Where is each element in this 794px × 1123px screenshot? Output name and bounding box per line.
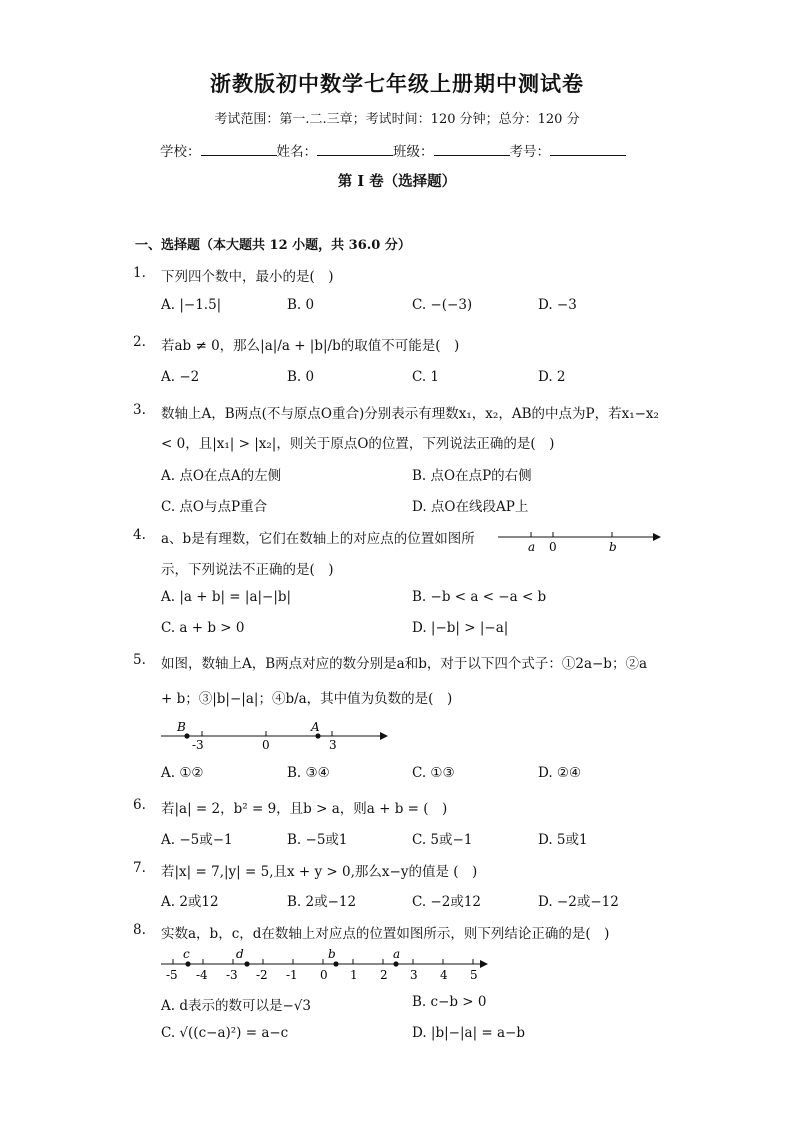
question-number: 5. xyxy=(133,652,146,668)
option-c[interactable]: C. √((c−a)²) = a−c xyxy=(161,1025,289,1041)
option-b[interactable]: B. 点O在点P的右侧 xyxy=(412,468,532,484)
number-line-q5 xyxy=(158,718,390,752)
question-number: 8. xyxy=(133,922,146,938)
option-a[interactable]: A. |a + b| = |a|−|b| xyxy=(161,589,292,605)
axis-label-A: A xyxy=(311,720,320,734)
question-text: 下列四个数中，最小的是( ) xyxy=(161,269,334,285)
option-d[interactable]: D. −3 xyxy=(538,297,577,313)
question-text: 如图，数轴上A，B两点对应的数分别是a和b，对于以下四个式子：①2a−b；②a xyxy=(161,656,647,672)
option-c[interactable]: C. 点O与点P重合 xyxy=(161,499,268,515)
point-b xyxy=(184,733,189,738)
number-line-q4 xyxy=(495,525,665,557)
point-c xyxy=(185,961,190,966)
option-d[interactable]: D. |b|−|a| = a−b xyxy=(412,1025,526,1041)
axis-tick-label: 2 xyxy=(380,968,388,982)
option-d[interactable]: D. |−b| > |−a| xyxy=(412,620,509,636)
axis-label-b: b xyxy=(609,540,617,554)
axis-label-3: 3 xyxy=(329,738,337,752)
option-a[interactable]: A. −2 xyxy=(161,369,200,385)
question-number: 1. xyxy=(133,265,146,281)
axis-label-zero: 0 xyxy=(262,738,270,752)
option-d[interactable]: D. 点O在线段AP上 xyxy=(412,499,529,515)
axis-label-c: c xyxy=(183,947,190,961)
option-a[interactable]: A. 2或12 xyxy=(161,894,219,910)
option-a[interactable]: A. |−1.5| xyxy=(161,297,222,313)
axis-tick-label: 3 xyxy=(410,968,418,982)
axis-tick-label: -2 xyxy=(256,968,268,982)
option-c[interactable]: C. 5或−1 xyxy=(412,832,473,848)
question-number: 4. xyxy=(133,527,146,543)
point-a xyxy=(315,733,320,738)
axis-tick-label: 5 xyxy=(470,968,478,982)
school-blank[interactable] xyxy=(201,143,277,156)
option-c[interactable]: C. −(−3) xyxy=(412,297,473,313)
axis-tick-label: 1 xyxy=(350,968,358,982)
question-number: 2. xyxy=(133,334,146,350)
name-blank[interactable] xyxy=(317,143,393,156)
option-a[interactable]: A. 点O在点A的左侧 xyxy=(161,468,282,484)
question-text-cont: + b；③|b|−|a|；④b/a，其中值为负数的是( ) xyxy=(161,691,453,707)
question-number: 6. xyxy=(133,797,146,813)
option-c[interactable]: C. −2或12 xyxy=(412,894,482,910)
axis-label-d: d xyxy=(236,947,244,961)
axis-tick-label: -1 xyxy=(286,968,298,982)
class-blank[interactable] xyxy=(434,143,510,156)
option-d[interactable]: D. 2 xyxy=(538,369,566,385)
axis-tick-label: -3 xyxy=(226,968,238,982)
number-line-q8 xyxy=(158,944,494,984)
section-heading: 一、选择题（本大题共 12 小题，共 36.0 分） xyxy=(135,238,411,253)
option-b[interactable]: B. c−b > 0 xyxy=(412,994,487,1010)
axis-label-neg3: -3 xyxy=(192,738,204,752)
question-number: 7. xyxy=(133,860,146,876)
number-label: 考号： xyxy=(509,144,550,160)
school-label: 学校： xyxy=(160,144,201,160)
option-b[interactable]: B. ③④ xyxy=(287,765,330,781)
axis-tick-label: -4 xyxy=(196,968,208,982)
point-b xyxy=(333,961,338,966)
question-text-cont: < 0，且|x₁| > |x₂|，则关于原点O的位置，下列说法正确的是( ) xyxy=(161,436,555,452)
point-a xyxy=(393,961,398,966)
axis-tick-label: -5 xyxy=(166,968,178,982)
question-text: a、b是有理数，它们在数轴上的对应点的位置如图所 xyxy=(161,531,475,547)
option-b[interactable]: B. −5或1 xyxy=(287,832,348,848)
option-a[interactable]: A. ①② xyxy=(161,765,204,781)
option-b[interactable]: B. 2或−12 xyxy=(287,894,357,910)
class-label: 班级： xyxy=(393,144,434,160)
number-blank[interactable] xyxy=(550,143,626,156)
axis-label-a: a xyxy=(393,947,401,961)
option-b[interactable]: B. 0 xyxy=(287,369,315,385)
question-text: 若|x| = 7,|y| = 5,且x + y > 0,那么x−y的值是 ( ) xyxy=(161,864,478,880)
option-a[interactable]: A. d表示的数可以是−√3 xyxy=(161,998,311,1014)
exam-meta: 考试范围：第一.二.三章；考试时间：120 分钟；总分：120 分 xyxy=(214,112,580,127)
axis-label-a: a xyxy=(528,540,536,554)
axis-tick-label: 0 xyxy=(320,968,328,982)
option-d[interactable]: D. ②④ xyxy=(538,765,582,781)
option-d[interactable]: D. −2或−12 xyxy=(538,894,619,910)
option-b[interactable]: B. −b < a < −a < b xyxy=(412,589,547,605)
question-text: 数轴上A，B两点(不与原点O重合)分别表示有理数x₁，x₂，AB的中点为P，若x₁−x₂ xyxy=(161,406,659,422)
question-text: 若|a| = 2，b² = 9，且b > a，则a + b = ( ) xyxy=(161,801,448,817)
question-text: 若ab ≠ 0，那么|a|/a + |b|/b的取值不可能是( ) xyxy=(161,338,460,354)
option-a[interactable]: A. −5或−1 xyxy=(161,832,233,848)
option-c[interactable]: C. 1 xyxy=(412,369,440,385)
option-c[interactable]: C. ①③ xyxy=(412,765,455,781)
question-text-cont: 示，下列说法不正确的是( ) xyxy=(161,562,334,578)
page-title: 浙教版初中数学七年级上册期中测试卷 xyxy=(210,71,584,96)
option-c[interactable]: C. a + b > 0 xyxy=(161,620,245,636)
option-b[interactable]: B. 0 xyxy=(287,297,315,313)
student-info-line xyxy=(160,140,626,160)
axis-label-b: b xyxy=(328,947,336,961)
option-d[interactable]: D. 5或1 xyxy=(538,832,588,848)
axis-label-B: B xyxy=(177,720,186,734)
point-d xyxy=(244,961,249,966)
part-heading: 第 I 卷（选择题） xyxy=(337,173,457,190)
axis-tick-label: 4 xyxy=(440,968,448,982)
question-number: 3. xyxy=(133,402,146,418)
axis-label-zero: 0 xyxy=(549,540,557,554)
question-text: 实数a，b，c，d在数轴上对应点的位置如图所示，则下列结论正确的是( ) xyxy=(161,926,610,942)
name-label: 姓名： xyxy=(276,144,317,160)
